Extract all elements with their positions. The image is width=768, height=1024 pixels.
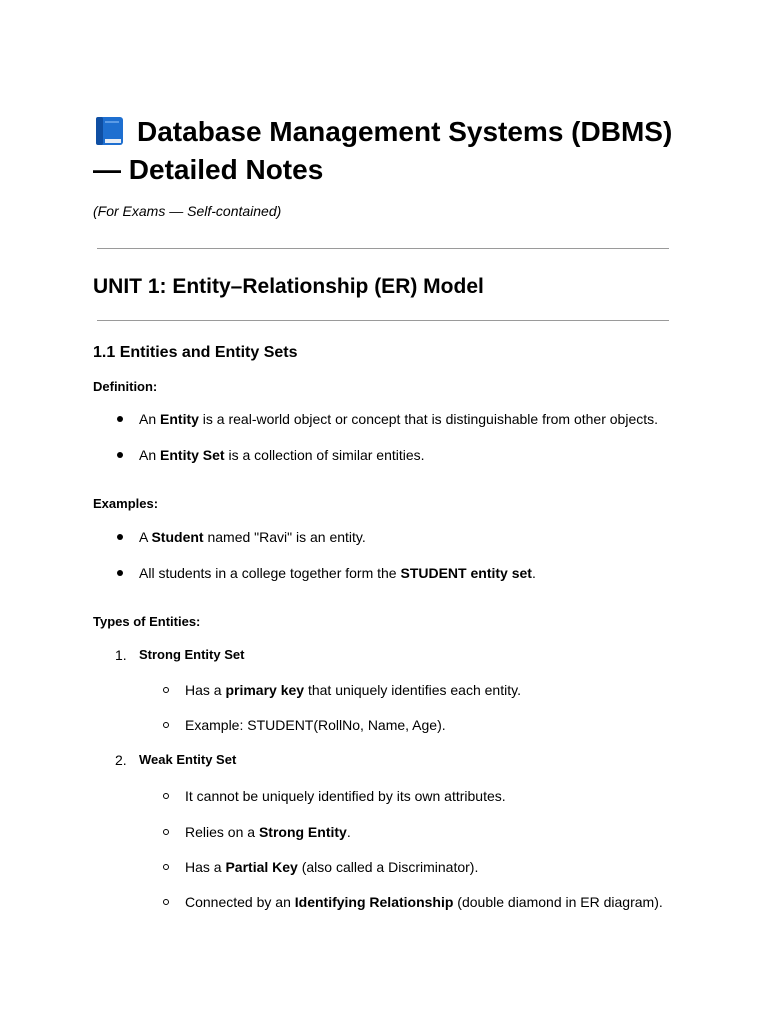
- list-item-title: Strong Entity Set: [139, 647, 245, 662]
- bullet-marker: [117, 534, 123, 540]
- definition-label: Definition:: [93, 379, 158, 394]
- list-item: All students in a college together form the STUDENT entity set.: [139, 565, 536, 581]
- sub-list-item: Example: STUDENT(RollNo, Name, Age).: [185, 717, 446, 733]
- bullet-marker: [117, 452, 123, 458]
- list-item: A Student named "Ravi" is an entity.: [139, 529, 366, 545]
- document-title: [93, 113, 693, 189]
- types-label: Types of Entities:: [93, 614, 201, 629]
- list-number: 1.: [115, 647, 127, 663]
- sub-list-item: Has a Partial Key (also called a Discriminator).: [185, 859, 479, 875]
- sub-list-item: It cannot be uniquely identified by its own attributes.: [185, 788, 506, 804]
- section-heading: 1.1 Entities and Entity Sets: [93, 344, 298, 361]
- title-text: Database Management Systems (DBMS) — Detailed Notes: [93, 116, 673, 185]
- horizontal-rule: [97, 248, 669, 249]
- list-item-title: Weak Entity Set: [139, 752, 237, 767]
- list-item: An Entity Set is a collection of similar entities.: [139, 447, 425, 463]
- document-subtitle: (For Exams — Self-contained): [93, 203, 282, 219]
- sub-bullet-marker: [163, 722, 169, 728]
- sub-bullet-marker: [163, 687, 169, 693]
- bullet-marker: [117, 416, 123, 422]
- list-number: 2.: [115, 752, 127, 768]
- sub-bullet-marker: [163, 899, 169, 905]
- horizontal-rule: [97, 320, 669, 321]
- sub-list-item: Relies on a Strong Entity.: [185, 824, 351, 840]
- bullet-marker: [117, 570, 123, 576]
- blue-book-icon: [93, 116, 127, 146]
- sub-bullet-marker: [163, 829, 169, 835]
- sub-bullet-marker: [163, 793, 169, 799]
- list-item: An Entity is a real-world object or concept that is distinguishable from other objects.: [139, 411, 659, 427]
- sub-bullet-marker: [163, 864, 169, 870]
- examples-label: Examples:: [93, 496, 159, 511]
- sub-list-item: Has a primary key that uniquely identifies each entity.: [185, 682, 521, 698]
- sub-list-item: Connected by an Identifying Relationship (double diamond in ER diagram).: [185, 894, 663, 910]
- unit-heading: UNIT 1: Entity–Relationship (ER) Model: [93, 275, 484, 298]
